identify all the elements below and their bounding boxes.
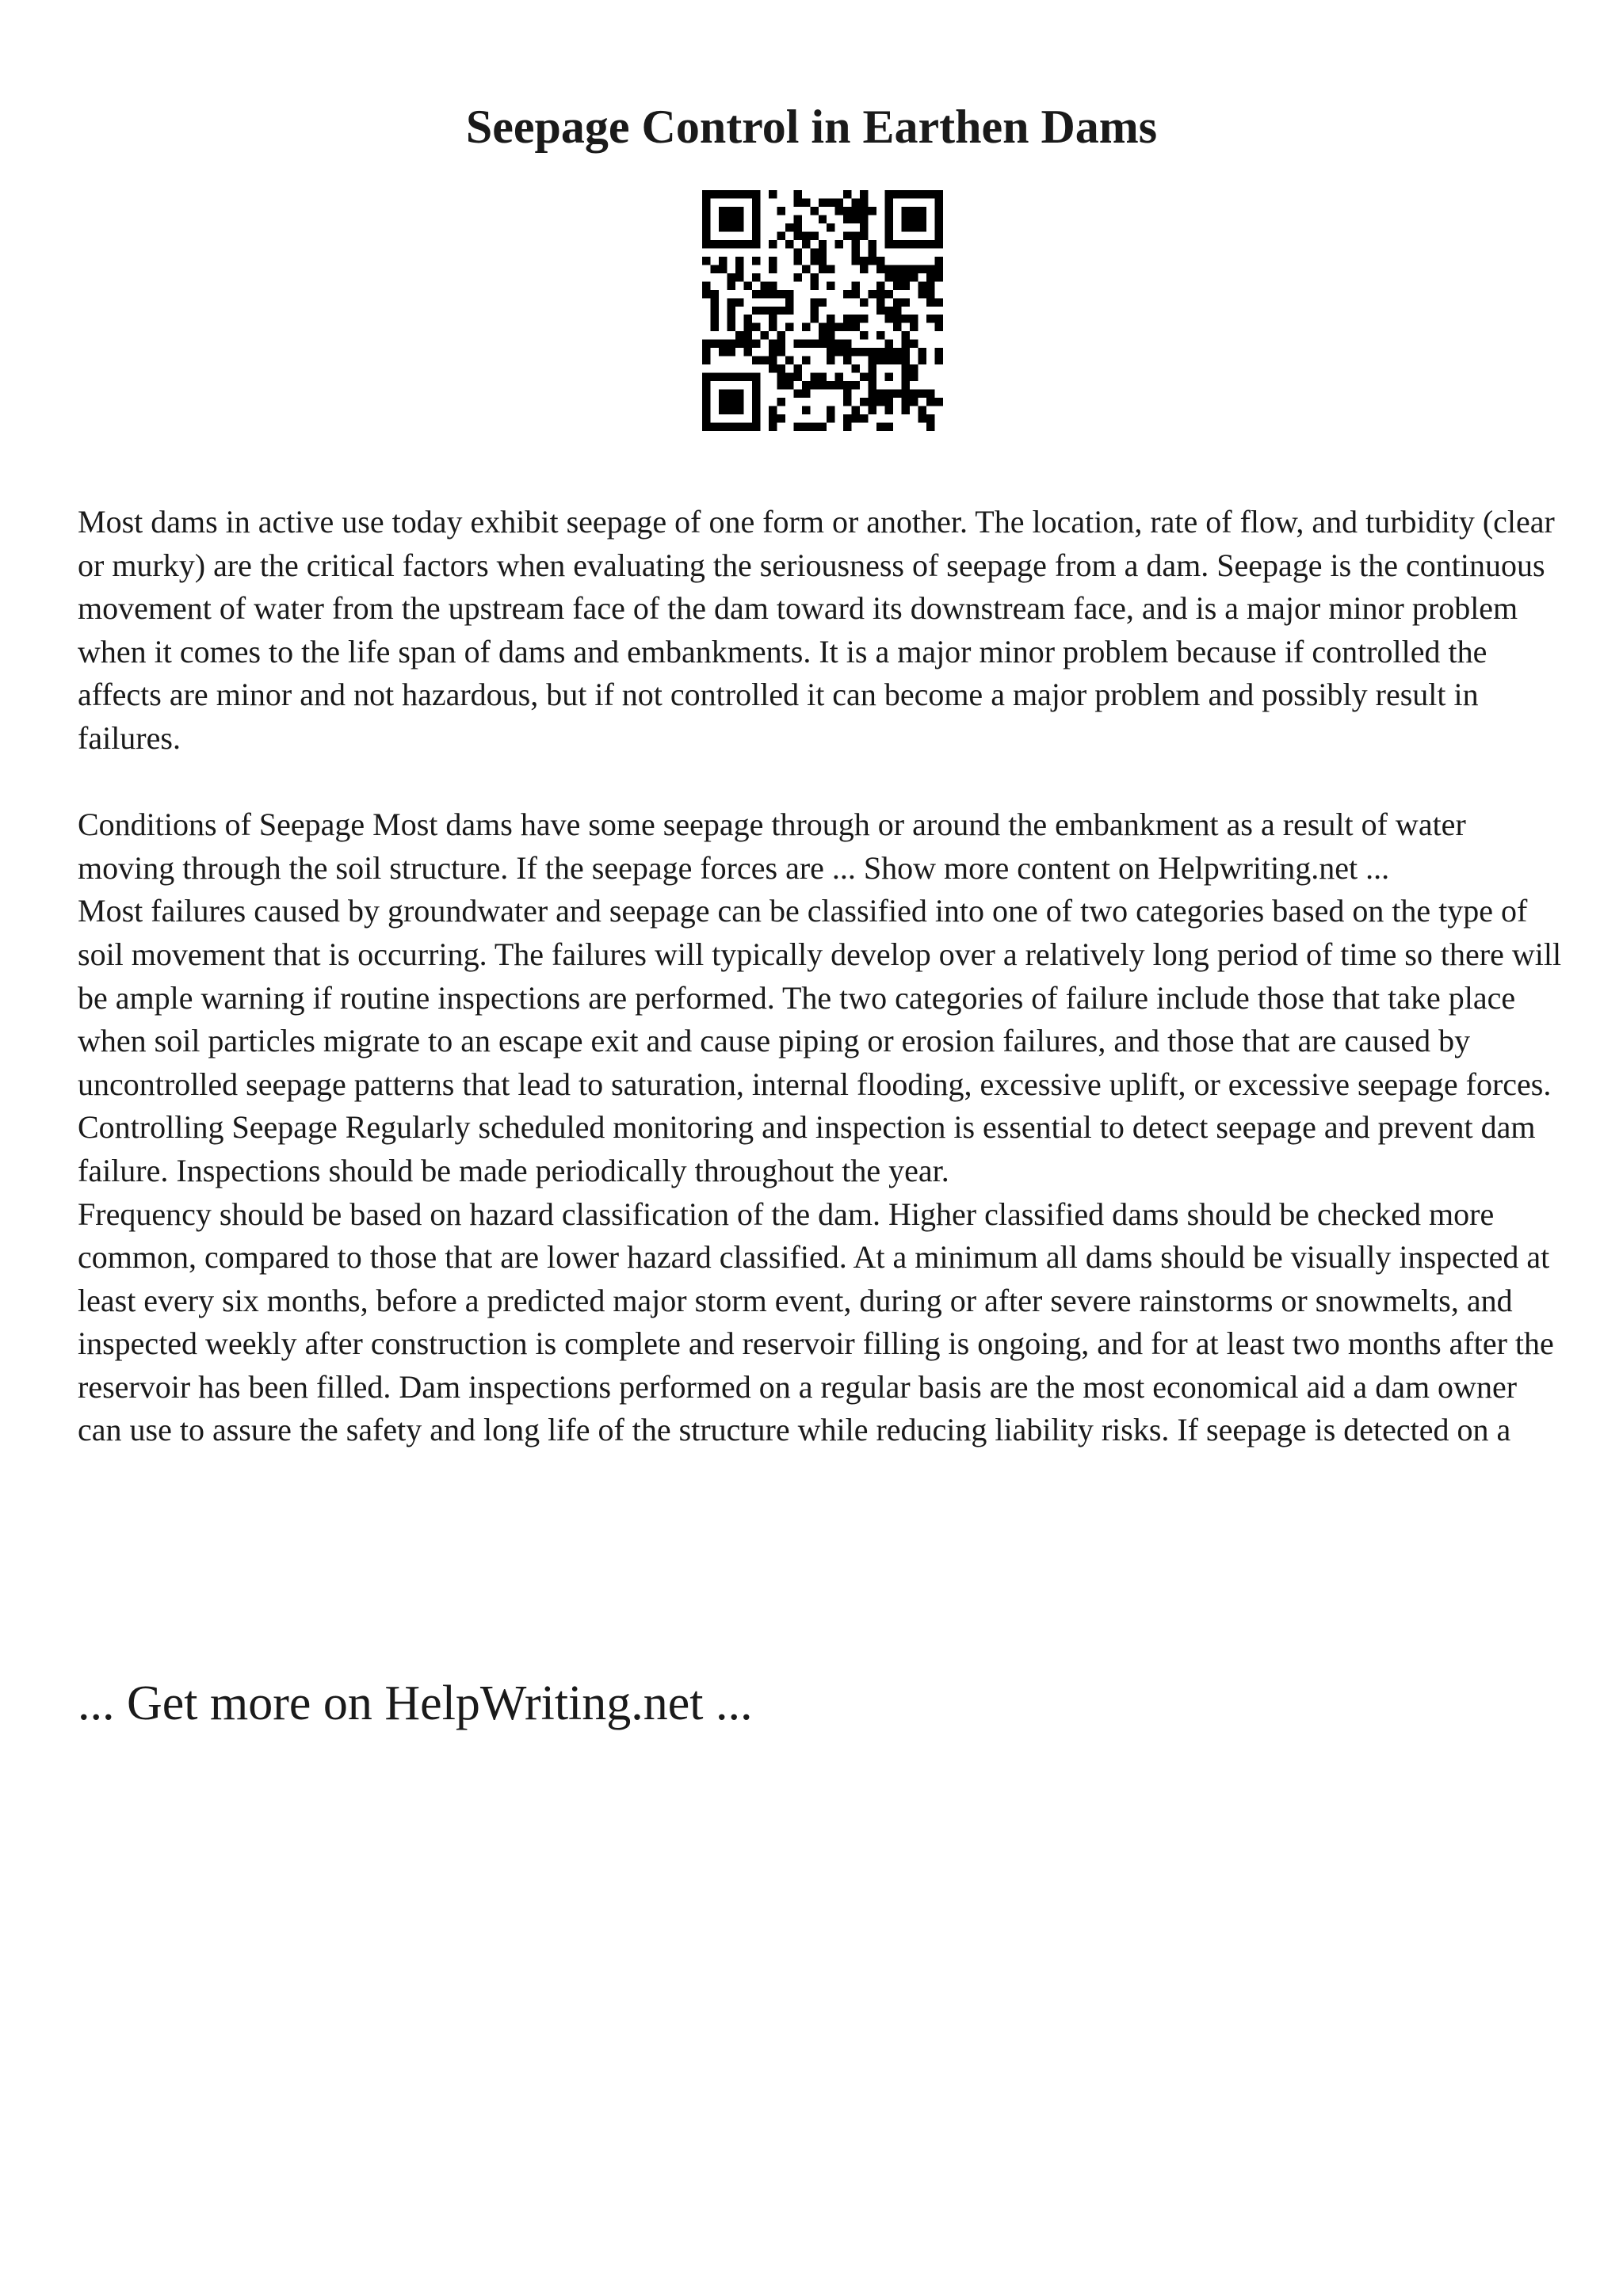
document-title: Seepage Control in Earthen Dams xyxy=(465,101,1158,153)
paragraph-frequency: Frequency should be based on hazard classification of the dam. Higher classified dams should be checked more common, compared to those that are lower hazard classified. At a minimum all dams should be visually inspected at least every six months, before a predicted major storm event, during or after severe rainstorms or snowmelts, and inspected weekly after construction is complete and reservoir filling is ongoing, and for at least two months after the reservoir has been filled. Dam inspections performed on a regular basis are the most economical aid a dam owner can use to assure the safety and long life of the structure while reducing liability risks. If seepage is detected on a xyxy=(78,1196,1554,1448)
paragraph-intro: Most dams in active use today exhibit seepage of one form or another. The location, rate of flow, and turbidity (clear or murky) are the critical factors when evaluating the seriousness of seepage from a dam. Seepage is the continuous movement of water from the upstream face of the dam toward its downstream face, and is a major minor problem when it comes to the life span of dams and embankments. It is a major minor problem because if controlled the affects are minor and not hazardous, but if not controlled it can become a major problem and possibly result in failures. xyxy=(78,504,1555,756)
paragraph-failures: Most failures caused by groundwater and seepage can be classified into one of two categories based on the type of soil movement that is occurring. The failures will typically develop over a relatively long period of time so there will be ample warning if routine inspections are performed. The two categories of failure include those that take place when soil particles migrate to an escape exit and cause piping or erosion failures, and those that are caused by uncontrolled seepage patterns that lead to saturation, internal flooding, excessive uplift, or excessive seepage forces. xyxy=(78,893,1562,1102)
document-body xyxy=(78,501,1568,1452)
qr-code-graphic xyxy=(702,190,943,431)
paragraph-conditions: Conditions of Seepage Most dams have some seepage through or around the embankment as a result of water moving through the soil structure. If the seepage forces are ... Show more content on Helpwriting.net ... xyxy=(78,807,1466,886)
paragraph-controlling: Controlling Seepage Regularly scheduled monitoring and inspection is essential to detect seepage and prevent dam failure. Inspections should be made periodically throughout the year. xyxy=(78,1109,1536,1188)
get-more-link[interactable]: ... Get more on HelpWriting.net ... xyxy=(78,1676,753,1730)
qr-code-icon[interactable] xyxy=(702,190,943,431)
